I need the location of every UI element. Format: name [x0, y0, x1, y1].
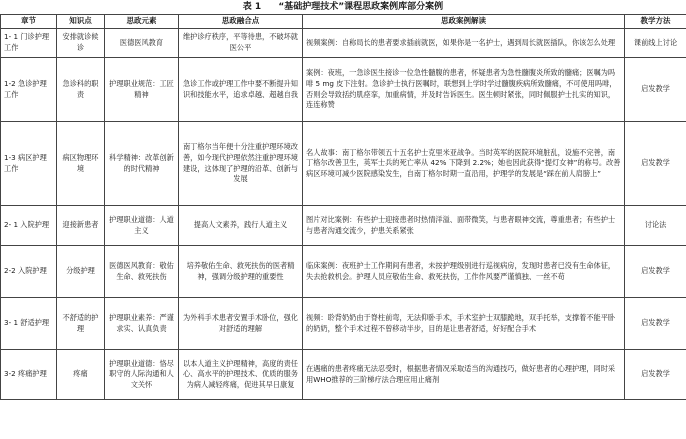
ideology-element-cell: 科学精神：改革创新的时代精神 [105, 122, 179, 206]
table-row [1, 29, 686, 58]
fusion-point-cell: 提高人文素养，践行人道主义 [179, 206, 303, 246]
chapter-cell: 2- 1 入院护理 [1, 206, 57, 246]
fusion-point-cell: 培养敬佑生命、救死扶伤的医者精神，强调分级护理的重要性 [179, 246, 303, 298]
header-fusion-point: 思政融合点 [179, 15, 303, 29]
chapter-cell: 3-2 疼痛护理 [1, 350, 57, 400]
case-interpretation-cell: 图片对比案例：有些护士迎接患者时热情洋溢、面带微笑，与患者眼神交流，尊重患者；有些护士与患者沟通交流少，护患关系紧张 [303, 206, 625, 246]
ideology-element-cell: 护理职业道德：恪尽职守的人际沟通和人文关怀 [105, 350, 179, 400]
case-interpretation-cell: 视频案例：自称局长的患者要求插前就医，如果你是一名护士，遇到局长就医插队，你该怎么处理 [303, 29, 625, 58]
header-knowledge-point: 知识点 [57, 15, 105, 29]
teaching-method-cell: 讨论法 [625, 206, 686, 246]
caption-title: “基础护理技术”课程思政案例库部分案例 [278, 2, 444, 12]
ideology-element-cell: 医德医风教育 [105, 29, 179, 58]
fusion-point-cell: 以本人道主义护理精神，高度的责任心、高水平的护理技术、优质的服务为病人减轻疼痛，促进其早日康复 [179, 350, 303, 400]
table-row [1, 58, 686, 122]
case-interpretation-cell: 视频：聆背奶奶由于脊柱前弯，无法仰卧手术，手术室护士双膝跪地，双手托举，支撑着不能平卧的奶奶，整个手术过程不曾移动半步，目的是让患者舒适，好好配合手术 [303, 298, 625, 350]
header-teaching-method: 教学方法 [625, 15, 686, 29]
table-row [1, 298, 686, 350]
teaching-method-cell: 启发教学 [625, 246, 686, 298]
knowledge-point-cell: 病区物理环境 [57, 122, 105, 206]
ideology-element-cell: 护理职业规范：工匠精神 [105, 58, 179, 122]
table-row [1, 350, 686, 400]
knowledge-point-cell: 分级护理 [57, 246, 105, 298]
knowledge-point-cell: 急诊科的职责 [57, 58, 105, 122]
table-row [1, 206, 686, 246]
table-row [1, 122, 686, 206]
knowledge-point-cell: 疼痛 [57, 350, 105, 400]
knowledge-point-cell: 安排就诊候诊 [57, 29, 105, 58]
knowledge-point-cell: 迎接新患者 [57, 206, 105, 246]
header-ideology-element: 思政元素 [105, 15, 179, 29]
teaching-method-cell: 启发教学 [625, 122, 686, 206]
teaching-method-cell: 启发教学 [625, 350, 686, 400]
ideology-element-cell: 医德医风教育：敬佑生命、救死扶伤 [105, 246, 179, 298]
ideology-element-cell: 护理职业道德：人道主义 [105, 206, 179, 246]
fusion-point-cell: 维护诊疗秩序，平等待患，不破坏就医公平 [179, 29, 303, 58]
caption-number: 表 1 [242, 2, 262, 12]
fusion-point-cell: 为外科手术患者安置手术卧位，强化对舒适的理解 [179, 298, 303, 350]
case-interpretation-cell: 名人故事：南丁格尔带领五十五名护士克里米亚战争。当时英军的医院环境脏乱，设施不完善，南丁格尔改善卫生，英军士兵的死亡率从 42% 下降到 2.2%；她也因此获得“提灯女神”的称号。改善病区环境可减少医院感染发生，自南丁格尔时期一直沿用，护理学的发展是“踩在前人肩膀上” [303, 122, 625, 206]
chapter-cell: 3- 1 舒适护理 [1, 298, 57, 350]
table-header-row [1, 15, 686, 29]
chapter-cell: 2-2 入院护理 [1, 246, 57, 298]
case-interpretation-cell: 在遇痛的患者疼痛无法忍受时，根据患者情况采取适当的沟通技巧，做好患者的心理护理，同时采用WHO推荐的三阶梯疗法合理应用止痛剂 [303, 350, 625, 400]
knowledge-point-cell: 不舒适的护理 [57, 298, 105, 350]
table-row [1, 246, 686, 298]
table-caption [0, 0, 686, 14]
header-chapter: 章节 [1, 15, 57, 29]
ideology-case-table [0, 14, 686, 400]
header-case-interpretation: 思政案例解读 [303, 15, 625, 29]
chapter-cell: 1-3 病区护理工作 [1, 122, 57, 206]
chapter-cell: 1- 1 门诊护理工作 [1, 29, 57, 58]
teaching-method-cell: 启发教学 [625, 58, 686, 122]
case-interpretation-cell: 临床案例：夜班护士工作期间有患者，未按护理级别进行巡视病房，发现时患者已没有生命体征，失去抢救机会。护理人员应敬佑生命、救死扶伤，工作作风要严谨慎独、一丝不苟 [303, 246, 625, 298]
teaching-method-cell: 课前线上讨论 [625, 29, 686, 58]
teaching-method-cell: 启发教学 [625, 298, 686, 350]
case-interpretation-cell: 案例：夜班，一急诊医生接诊一位急性髓腹的患者，怀疑患者为急性髓腹炎所致的髓痛；医嘱为吗啡 5 mg 皮下注射。急诊护士执行医嘱时，联想到上学时学过髓腹疾病所致髓痛，不可使用吗啡，否则会导致括约肌痉挛，加重病情，并及时告诉医生。医生顿时紧张，同时佩服护士扎实的知识，连连称赞 [303, 58, 625, 122]
ideology-element-cell: 护理职业素养：严谨求实、认真负责 [105, 298, 179, 350]
fusion-point-cell: 急诊工作或护理工作中要不断提升知识和技能水平，追求卓越、超越自我 [179, 58, 303, 122]
chapter-cell: 1-2 急诊护理工作 [1, 58, 57, 122]
fusion-point-cell: 南丁格尔当年便十分注重护理环境改善，如今现代护理依然注重护理环境建设，这体现了护理的沿革、创新与发展 [179, 122, 303, 206]
